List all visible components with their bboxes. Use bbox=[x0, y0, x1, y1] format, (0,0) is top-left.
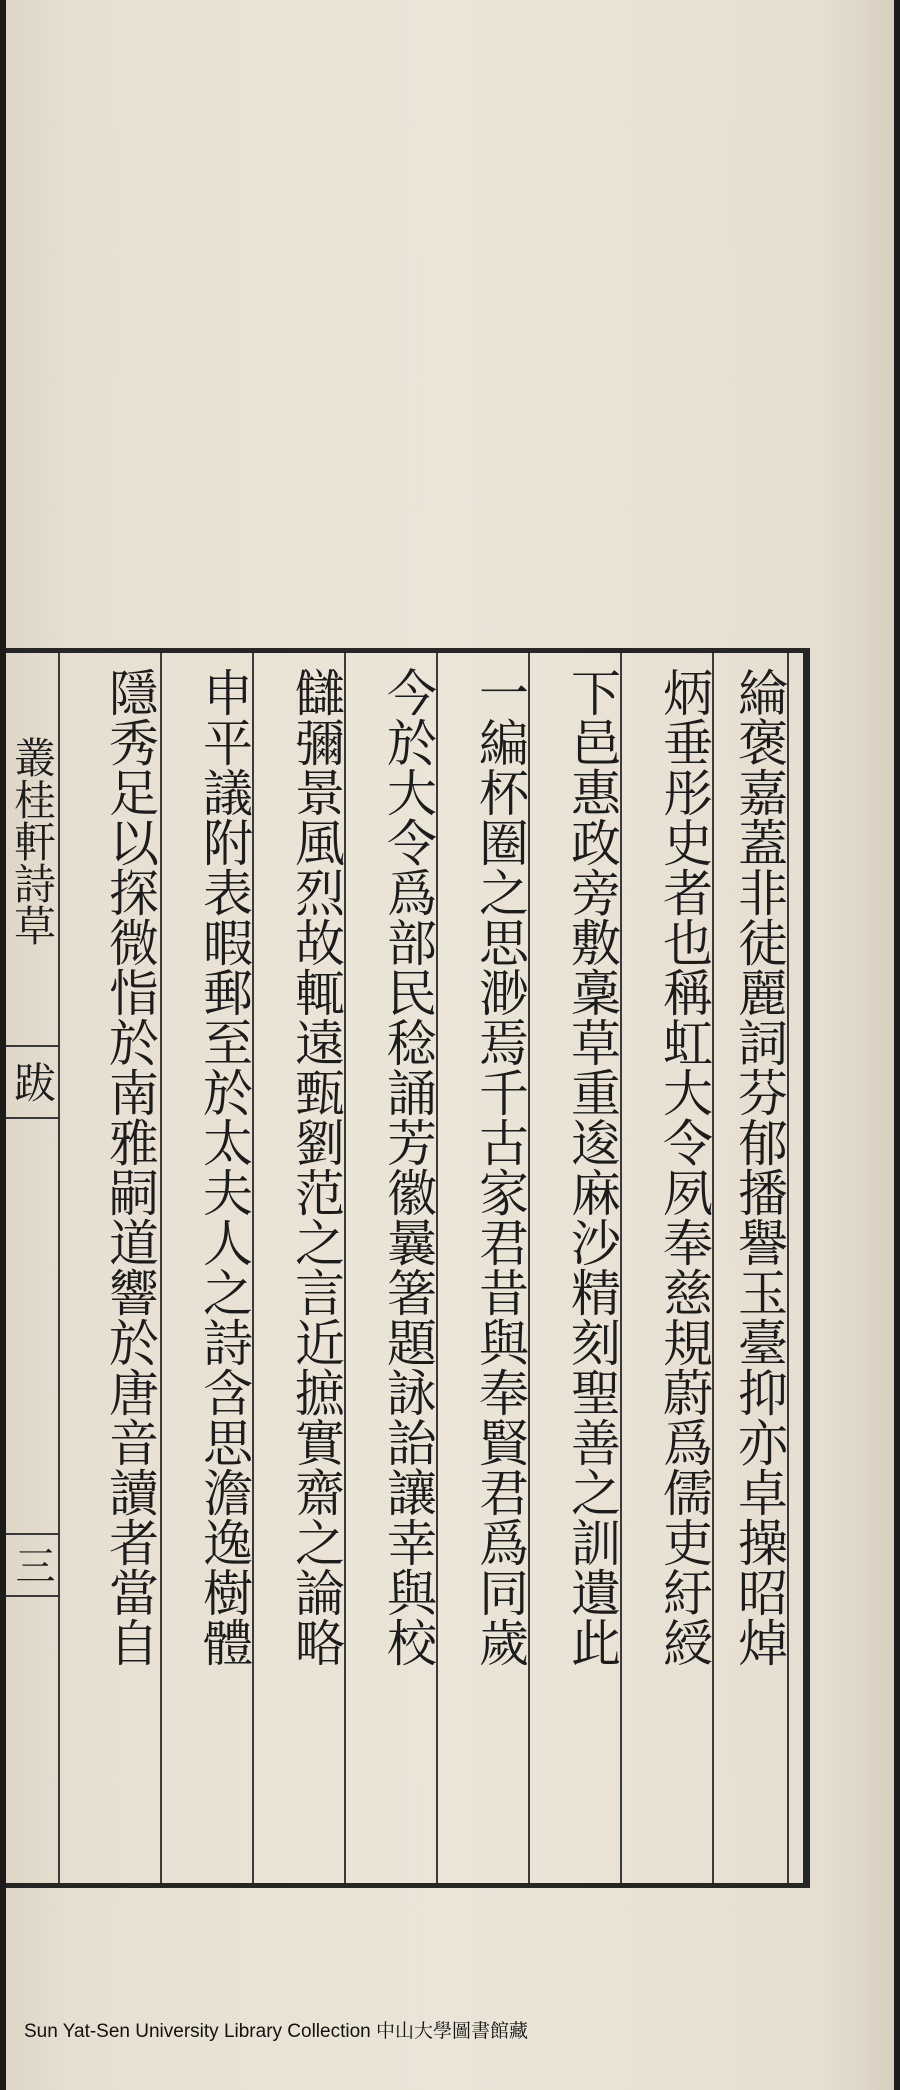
text-column-5 bbox=[344, 653, 438, 1883]
text-column-7 bbox=[160, 653, 254, 1883]
column-text: 綸褒嘉蓋非徒麗詞芬郁播譽玉臺抑亦卓操昭焯 bbox=[730, 667, 788, 1667]
book-page bbox=[6, 0, 894, 2090]
text-frame bbox=[6, 648, 810, 1888]
text-column-4 bbox=[436, 653, 530, 1883]
library-credit: Sun Yat-Sen University Library Collection 中山大學圖書館藏 bbox=[24, 2021, 529, 2042]
column-text: 炳垂彤史者也稱虹大令夙奉慈規蔚爲儒吏紆綬 bbox=[655, 667, 713, 1667]
book-title: 叢桂軒詩草 bbox=[8, 736, 57, 946]
column-text: 今於大令爲部民稔誦芳徽曩箸題詠詒讓幸與校 bbox=[379, 667, 437, 1667]
frame-inner-rule bbox=[787, 653, 789, 1883]
column-text: 一編杯圈之思渺焉千古家君昔與奉賢君爲同歲 bbox=[471, 667, 529, 1667]
text-column-3 bbox=[528, 653, 622, 1883]
column-text: 讎彌景風烈故輒遠甄劉范之言近摭實齋之論略 bbox=[287, 667, 345, 1667]
page-number: 三 bbox=[6, 1533, 58, 1597]
text-column-2 bbox=[620, 653, 714, 1883]
column-text: 隱秀足以探微恉於南雅嗣道響於唐音讀者當自 bbox=[101, 667, 159, 1667]
section-label: 跋 bbox=[6, 1045, 58, 1119]
column-text: 申平議附表暇郵至於太夫人之詩含思澹逸樹體 bbox=[195, 667, 253, 1667]
text-column-6 bbox=[252, 653, 346, 1883]
text-column-1 bbox=[712, 653, 789, 1883]
text-column-8 bbox=[58, 653, 160, 1883]
fishtail-margin bbox=[6, 653, 60, 1883]
column-text: 下邑惠政旁敷稾草重逡麻沙精刻聖善之訓遺此 bbox=[563, 667, 621, 1667]
